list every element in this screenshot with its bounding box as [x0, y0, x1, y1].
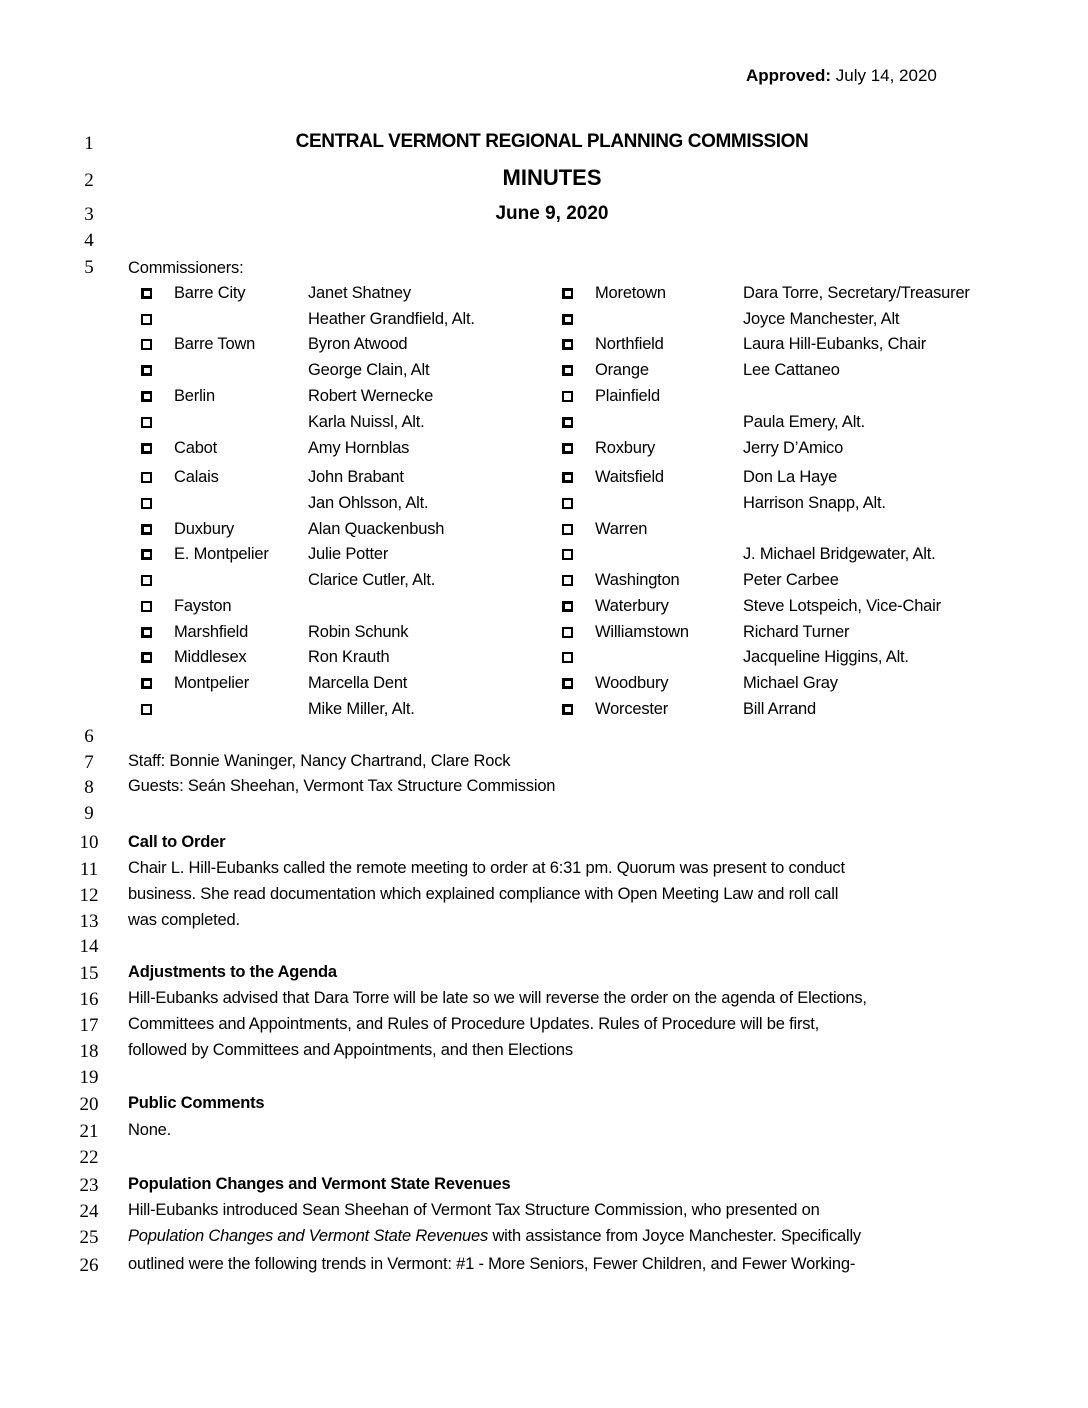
- checkbox-empty-icon: [141, 704, 152, 715]
- approved-date: July 14, 2020: [835, 66, 937, 85]
- checkbox-empty-icon: [562, 549, 573, 560]
- organization-title: CENTRAL VERMONT REGIONAL PLANNING COMMISSION: [295, 131, 809, 152]
- presentation-title: Population Changes and Vermont State Revenues: [128, 1227, 489, 1245]
- paragraph-line: was completed.: [128, 911, 240, 929]
- member-name: Bill Arrand: [743, 700, 817, 718]
- member-name: Amy Hornblas: [308, 439, 410, 457]
- line-number: 2: [84, 170, 94, 191]
- line-number: 11: [79, 859, 99, 880]
- line-number: 20: [79, 1094, 99, 1115]
- member-name: Julie Potter: [308, 545, 389, 563]
- checkbox-empty-icon: [141, 339, 152, 350]
- town-name: Plainfield: [595, 387, 660, 405]
- member-name: J. Michael Bridgewater, Alt.: [743, 545, 936, 563]
- line-number: 19: [79, 1067, 99, 1088]
- line-number: 9: [84, 803, 94, 824]
- town-name: Waterbury: [595, 597, 669, 615]
- checkbox-empty-icon: [141, 498, 152, 509]
- checkbox-checked-icon: [141, 652, 152, 663]
- town-name: Barre Town: [174, 335, 256, 353]
- line-number: 1: [84, 133, 94, 154]
- member-name: Don La Haye: [743, 468, 838, 486]
- paragraph-line: Hill-Eubanks advised that Dara Torre will be late so we will reverse the order on the agenda of Elections,: [128, 989, 867, 1007]
- checkbox-checked-icon: [562, 601, 573, 612]
- checkbox-checked-icon: [562, 314, 573, 325]
- member-name: Alan Quackenbush: [308, 520, 445, 538]
- member-name: Mike Miller, Alt.: [308, 700, 415, 718]
- town-name: Moretown: [595, 284, 666, 302]
- section-heading-population: Population Changes and Vermont State Revenues: [128, 1175, 511, 1193]
- checkbox-empty-icon: [141, 601, 152, 612]
- line-number: 4: [84, 230, 94, 251]
- section-heading-public-comments: Public Comments: [128, 1094, 265, 1112]
- paragraph-line: followed by Committees and Appointments, and then Elections: [128, 1041, 573, 1059]
- checkbox-checked-icon: [141, 524, 152, 535]
- checkbox-empty-icon: [562, 498, 573, 509]
- paragraph-line: Committees and Appointments, and Rules of Procedure Updates. Rules of Procedure will be first,: [128, 1015, 820, 1033]
- checkbox-checked-icon: [141, 365, 152, 376]
- member-name: Robin Schunk: [308, 623, 409, 641]
- line-number: 26: [79, 1255, 99, 1276]
- town-name: Washington: [595, 571, 680, 589]
- checkbox-checked-icon: [562, 288, 573, 299]
- member-name: Steve Lotspeich, Vice-Chair: [743, 597, 941, 615]
- town-name: Calais: [174, 468, 219, 486]
- town-name: Waitsfield: [595, 468, 664, 486]
- checkbox-empty-icon: [562, 575, 573, 586]
- line-number: 3: [84, 204, 94, 225]
- line-number: 17: [79, 1015, 99, 1036]
- town-name: Worcester: [595, 700, 669, 718]
- line-number: 15: [79, 963, 99, 984]
- town-name: Montpelier: [174, 674, 250, 692]
- line-number: 7: [84, 752, 94, 773]
- line-number: 6: [84, 726, 94, 747]
- section-heading-adjustments: Adjustments to the Agenda: [128, 963, 337, 981]
- town-name: Cabot: [174, 439, 218, 457]
- checkbox-empty-icon: [562, 524, 573, 535]
- member-name: Jacqueline Higgins, Alt.: [743, 648, 909, 666]
- staff-line: Staff: Bonnie Waninger, Nancy Chartrand, Clare Rock: [128, 752, 511, 770]
- checkbox-empty-icon: [141, 575, 152, 586]
- checkbox-checked-icon: [141, 678, 152, 689]
- line-number: 23: [79, 1175, 99, 1196]
- line-number: 10: [79, 832, 99, 853]
- member-name: Jan Ohlsson, Alt.: [308, 494, 429, 512]
- line-number: 12: [79, 885, 99, 906]
- town-name: Williamstown: [595, 623, 689, 641]
- town-name: E. Montpelier: [174, 545, 269, 563]
- checkbox-checked-icon: [562, 472, 573, 483]
- town-name: Marshfield: [174, 623, 249, 641]
- member-name: Joyce Manchester, Alt: [743, 310, 900, 328]
- town-name: Berlin: [174, 387, 215, 405]
- member-name: Clarice Cutler, Alt.: [308, 571, 436, 589]
- town-name: Woodbury: [595, 674, 669, 692]
- checkbox-checked-icon: [141, 443, 152, 454]
- member-name: Richard Turner: [743, 623, 850, 641]
- town-name: Fayston: [174, 597, 232, 615]
- line-number: 24: [79, 1201, 99, 1222]
- line-number: 14: [79, 936, 99, 957]
- approval-stamp: [746, 66, 937, 86]
- checkbox-empty-icon: [141, 417, 152, 428]
- member-name: Janet Shatney: [308, 284, 411, 302]
- paragraph-line: [128, 1227, 861, 1246]
- section-heading-call-to-order: Call to Order: [128, 833, 226, 851]
- member-name: Lee Cattaneo: [743, 361, 840, 379]
- paragraph-line: None.: [128, 1121, 172, 1139]
- line-number: 18: [79, 1041, 99, 1062]
- approved-label: Approved:: [746, 66, 831, 85]
- member-name: Jerry D’Amico: [743, 439, 844, 457]
- member-name: John Brabant: [308, 468, 404, 486]
- member-name: Michael Gray: [743, 674, 838, 692]
- checkbox-empty-icon: [562, 391, 573, 402]
- checkbox-checked-icon: [562, 443, 573, 454]
- town-name: Roxbury: [595, 439, 656, 457]
- town-name: Middlesex: [174, 648, 247, 666]
- member-name: Heather Grandfield, Alt.: [308, 310, 475, 328]
- town-name: Northfield: [595, 335, 664, 353]
- checkbox-checked-icon: [141, 549, 152, 560]
- checkbox-empty-icon: [141, 314, 152, 325]
- member-name: Ron Krauth: [308, 648, 390, 666]
- paragraph-text: with assistance from Joyce Manchester. Specifically: [488, 1227, 861, 1245]
- guests-line: Guests: Seán Sheehan, Vermont Tax Structure Commission: [128, 777, 556, 795]
- checkbox-empty-icon: [141, 472, 152, 483]
- checkbox-checked-icon: [562, 678, 573, 689]
- checkbox-checked-icon: [141, 627, 152, 638]
- paragraph-line: Hill-Eubanks introduced Sean Sheehan of Vermont Tax Structure Commission, who presented on: [128, 1201, 820, 1219]
- line-number: 16: [79, 989, 99, 1010]
- member-name: Harrison Snapp, Alt.: [743, 494, 886, 512]
- checkbox-checked-icon: [562, 339, 573, 350]
- checkbox-empty-icon: [562, 652, 573, 663]
- paragraph-line: outlined were the following trends in Vermont: #1 - More Seniors, Fewer Children, and Fewer Working-: [128, 1255, 856, 1273]
- paragraph-line: business. She read documentation which explained compliance with Open Meeting Law and roll call: [128, 885, 839, 903]
- town-name: Orange: [595, 361, 649, 379]
- checkbox-checked-icon: [562, 365, 573, 376]
- line-number: 25: [79, 1227, 99, 1248]
- member-name: Laura Hill-Eubanks, Chair: [743, 335, 927, 353]
- paragraph-line: Chair L. Hill-Eubanks called the remote meeting to order at 6:31 pm. Quorum was present to conduct: [128, 859, 845, 877]
- line-number: 8: [84, 777, 94, 798]
- checkbox-checked-icon: [562, 417, 573, 428]
- checkbox-checked-icon: [562, 704, 573, 715]
- town-name: Barre City: [174, 284, 246, 302]
- town-name: Warren: [595, 520, 648, 538]
- document-type-title: MINUTES: [502, 165, 602, 190]
- line-number: 21: [79, 1121, 99, 1142]
- member-name: Peter Carbee: [743, 571, 839, 589]
- member-name: Paula Emery, Alt.: [743, 413, 865, 431]
- member-name: Robert Wernecke: [308, 387, 434, 405]
- town-name: Duxbury: [174, 520, 235, 538]
- line-number: 13: [79, 911, 99, 932]
- checkbox-checked-icon: [141, 288, 152, 299]
- member-name: George Clain, Alt: [308, 361, 430, 379]
- checkbox-checked-icon: [141, 391, 152, 402]
- meeting-date: June 9, 2020: [495, 203, 609, 224]
- checkbox-empty-icon: [562, 627, 573, 638]
- line-number: 22: [79, 1147, 99, 1168]
- line-number: 5: [84, 257, 94, 278]
- member-name: Karla Nuissl, Alt.: [308, 413, 425, 431]
- member-name: Byron Atwood: [308, 335, 408, 353]
- commissioners-label: Commissioners:: [128, 259, 244, 277]
- member-name: Dara Torre, Secretary/Treasurer: [743, 284, 970, 302]
- member-name: Marcella Dent: [308, 674, 408, 692]
